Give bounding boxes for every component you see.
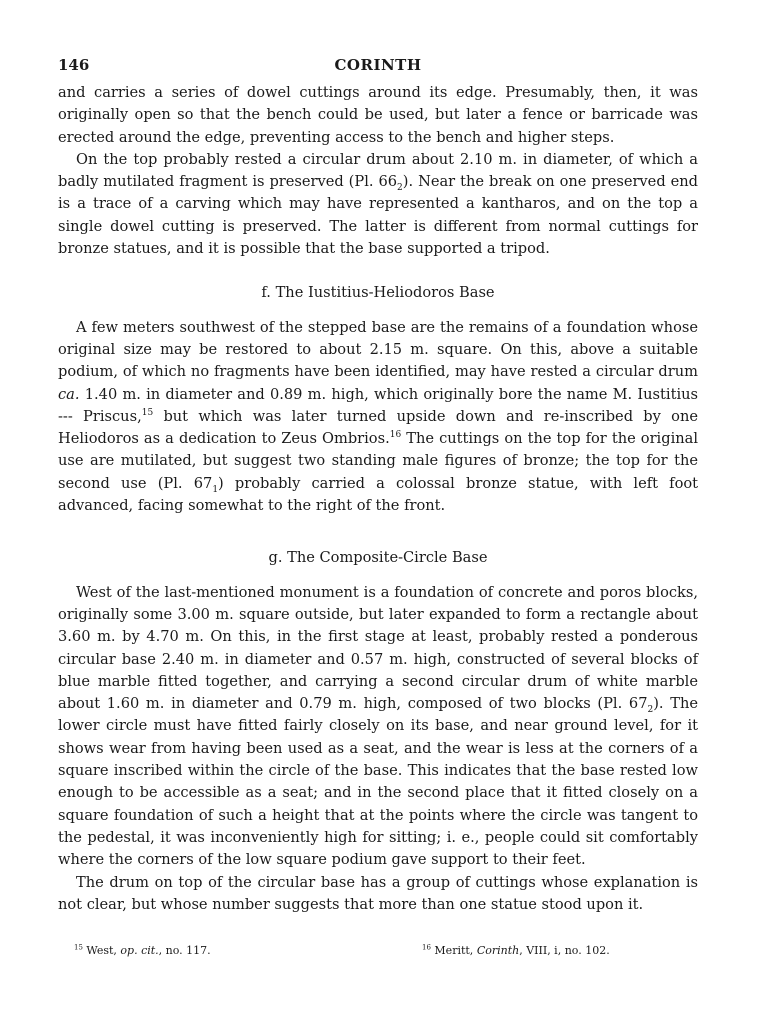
footnote-16: $^{16}$ Meritt, Corinth, VIII, i, no. 102. — [422, 943, 610, 957]
page-header — [58, 56, 698, 82]
page — [58, 56, 698, 916]
plate-subscript: 1 — [212, 484, 219, 495]
paragraph-3: A few meters southwest of the stepped base are the remains of a foundation whose original size may be restored to about 2.15 m. square. On this, above a suitable podium, of which no fragments have been identified, may have rested a circular drum ca. 1.40 m. in diameter and 0.89 m. high, which originally bore the name M. Iustitius --- Priscus,$^{15}$ but which was later turned upside down and re-inscribed by one Heliodoros as a dedication to Zeus Ombrios.$^{16}$ The cuttings on the top for the original use are mutilated, but suggest two standing male figures of bronze; the top for the second use (Pl. $67_1$) probably carried a colossal bronze statue, with left foot advanced, facing somewhat to the right of the front. — [58, 318, 698, 515]
section-heading-g: g. The Composite-Circle Base — [268, 549, 488, 567]
footnote-15: $^{15}$ West, op. cit., no. 117. — [74, 943, 211, 957]
footnote-ref-15[interactable]: 15 — [141, 408, 154, 418]
plate-subscript: 2 — [647, 705, 654, 716]
running-title: CORINTH — [334, 56, 422, 74]
paragraph-1: and carries a series of dowel cuttings around its edge. Presumably, then, it was originally open so that the bench could be used, but later a fence or barricade was erected around the edge, preventing access to the bench and higher steps. — [58, 84, 698, 146]
section-heading-f: f. The Iustitius-Heliodoros Base — [261, 284, 495, 302]
paragraph-5: The drum on top of the circular base has a group of cuttings whose explanation is not clear, but whose number suggests that more than one statue stood upon it. — [58, 873, 698, 913]
body-text — [58, 82, 698, 916]
paragraph-4: West of the last-mentioned monument is a foundation of concrete and poros blocks, originally some 3.00 m. square outside, but later expanded to form a rectangle about 3.60 m. by 4.70 m. On this, in the first stage at least, probably rested a ponderous circular base 2.40 m. in diameter and 0.57 m. high, constructed of several blocks of blue marble fitted together, and carrying a second circular drum of white marble about 1.60 m. in diameter and 0.79 m. high, composed of two blocks (Pl. $67_2$). The lower circle must have fitted fairly closely on its base, and near ground level, for it shows wear from having been used as a seat, and the wear is less at the corners of a square inscribed within the circle of the base. This indicates that the base rested low enough to be accessible as a seat; and in the second place that it fitted closely on a square foundation of such a height that at the points where the circle was tangent to the pedestal, it was inconveniently high for sitting; i. e., people could sit comfortably where the corners of the low square podium gave support to their feet. — [58, 583, 698, 869]
footnote-ref-16[interactable]: 16 — [389, 430, 402, 441]
page-number: 146 — [58, 56, 90, 74]
plate-subscript: 2 — [397, 183, 403, 194]
paragraph-2: On the top probably rested a circular drum about 2.10 m. in diameter, of which a badly mutilated fragment is preserved (Pl. $66_2$). Near the break on one preserved end is a trace of a carving which may have represented a kantharos, and on the top a single dowel cutting is preserved. The latter is different from normal cuttings for bronze statues, and it is possible that the base supported a tripod. — [58, 150, 698, 258]
